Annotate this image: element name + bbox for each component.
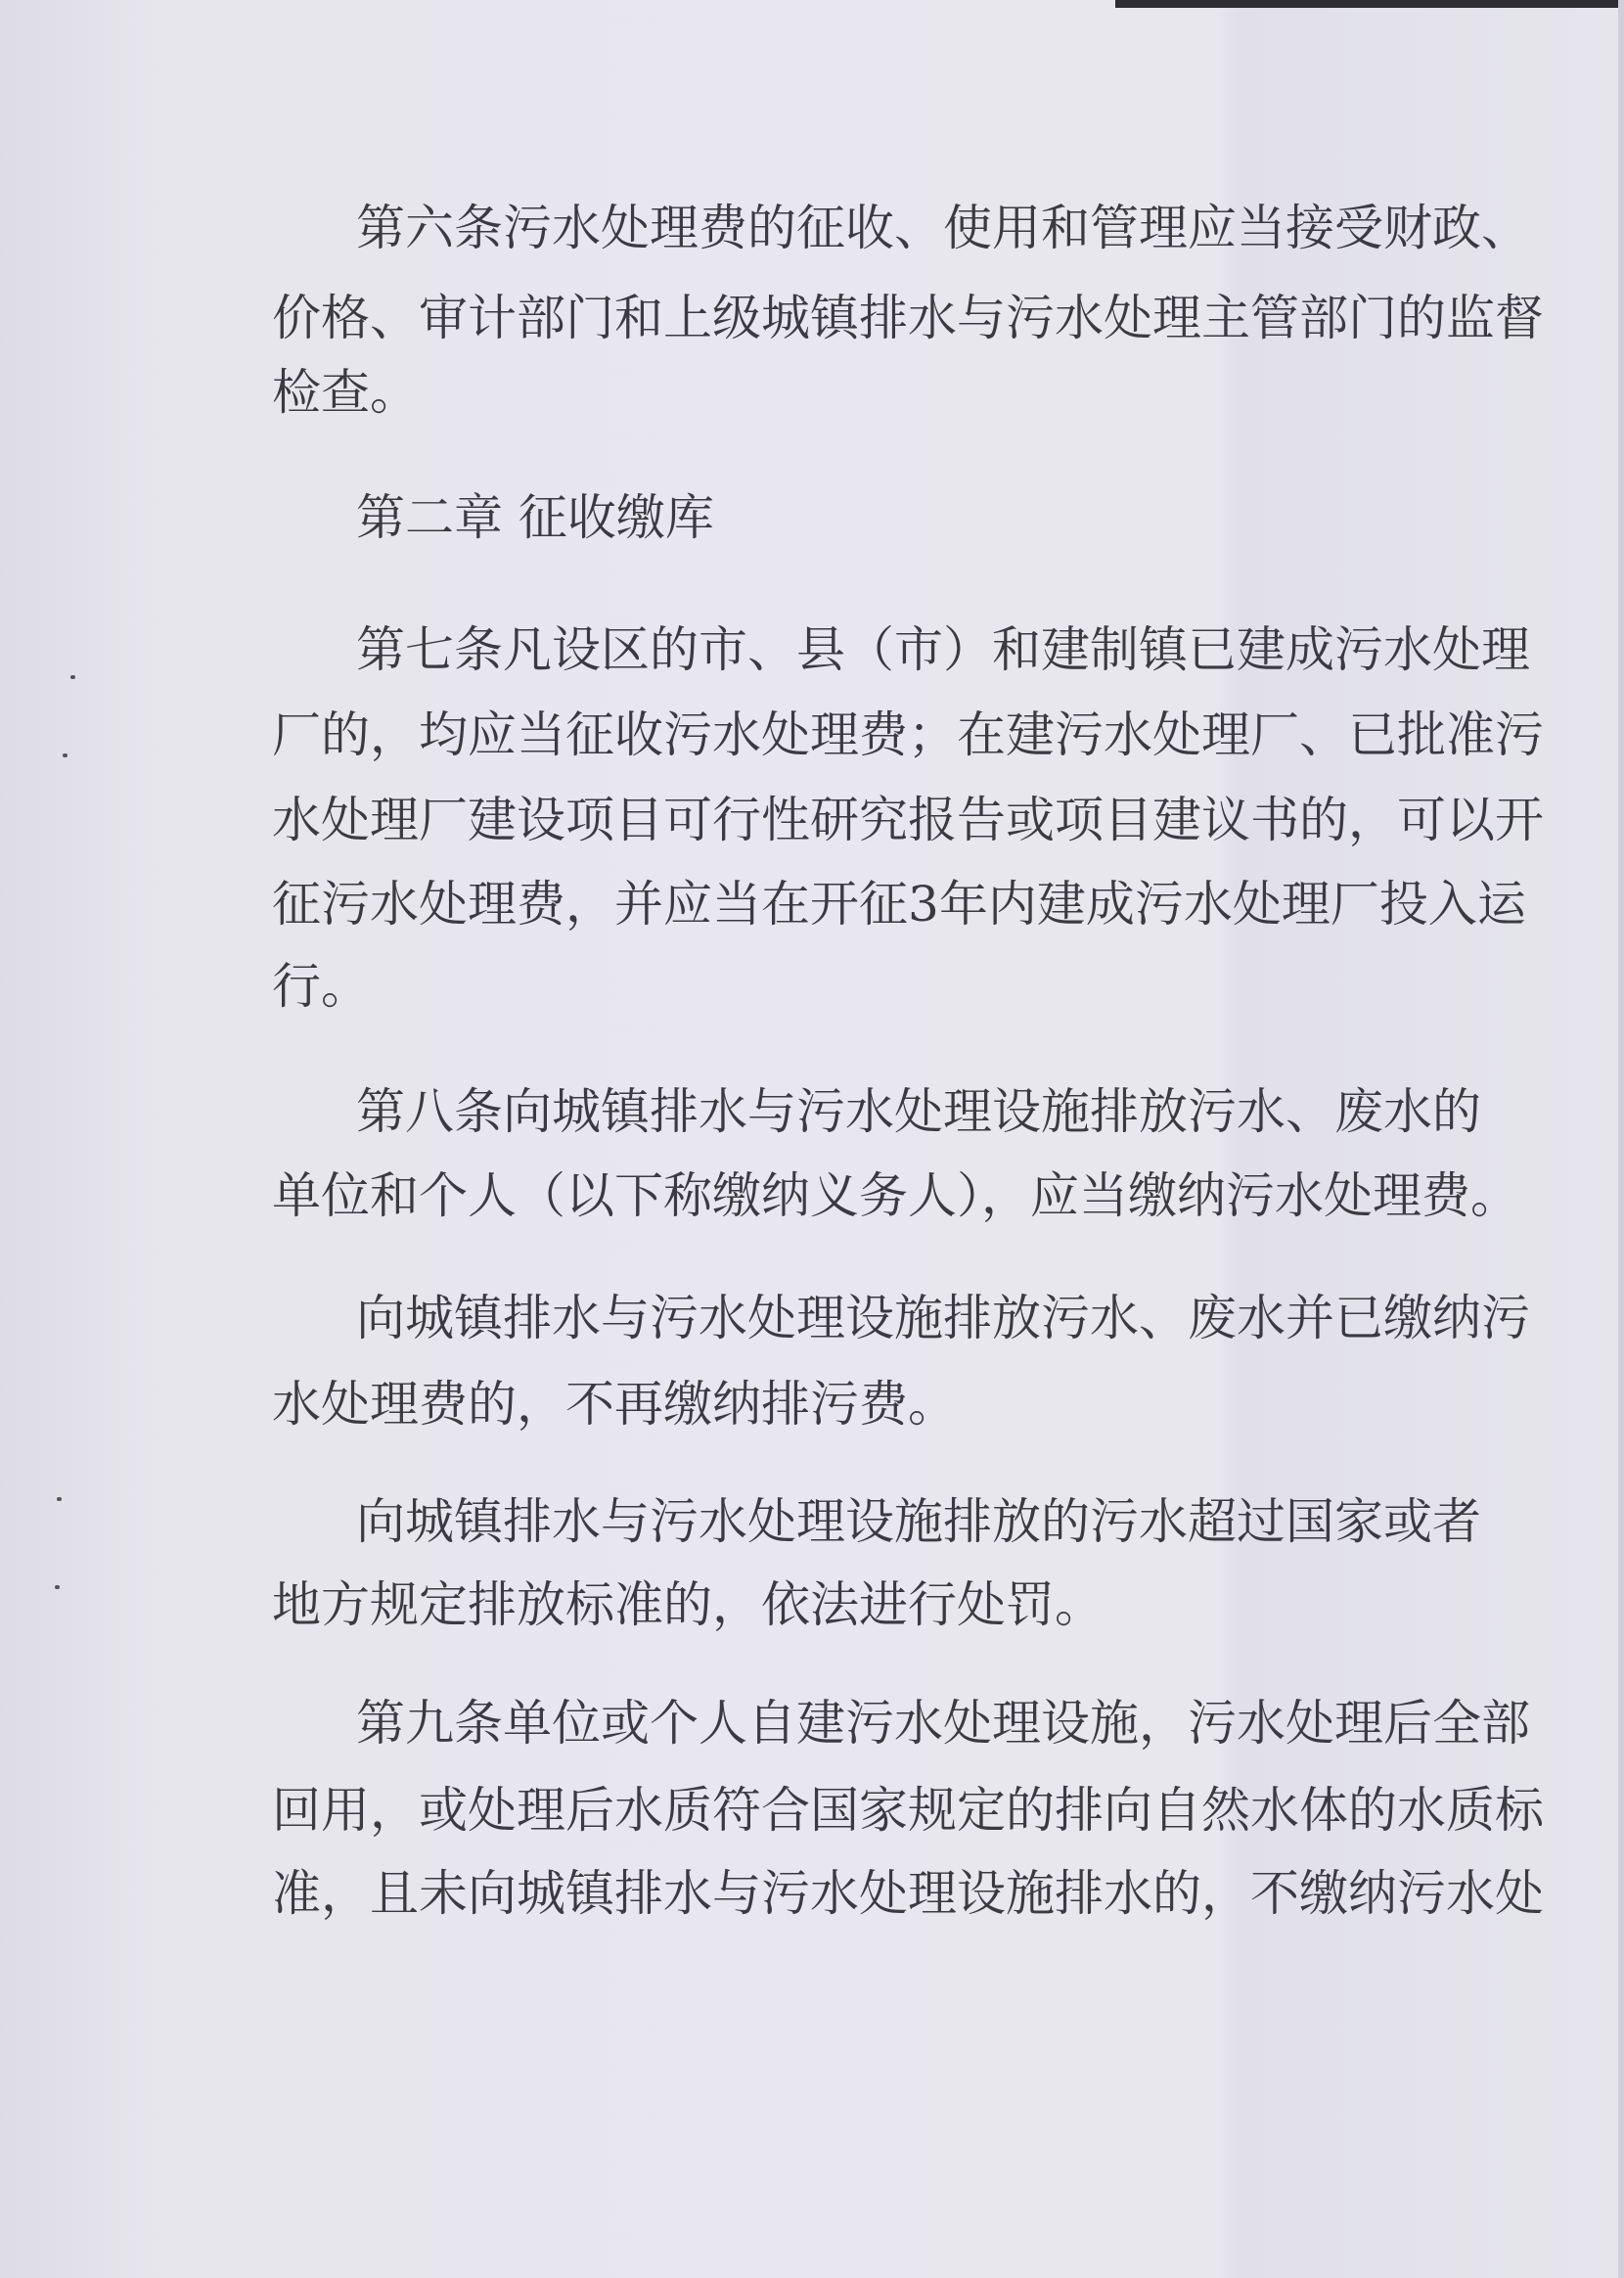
text-line: 行。 [272, 958, 370, 1015]
text-line: 价 格 、 审 计 部 门 和 上 级 城 镇 排 水 与 污 水 处 理 主 管 部 门 的 监 督 [272, 290, 1544, 346]
text-line: 第 六 条 污 水 处 理 费 的 征 收 、 使 用 和 管 理 应 当 接 受 财 政 、 [356, 200, 1530, 256]
text-line: 第二章 征收缴库 [356, 489, 714, 546]
text-line: 单位和个人（以下称缴纳义务人），应当缴纳污水处理费。 [272, 1167, 1519, 1224]
text-line: 向城镇排水与污水处理设施排放的污水超过国家或者 [356, 1493, 1481, 1550]
text-line: 水 处 理 厂 建 设 项 目 可 行 性 研 究 报 告 或 项 目 建 议 书 的 ， 可 以 开 [272, 792, 1544, 848]
scan-speck [57, 1497, 62, 1501]
text-line: 回 用 ， 或 处 理 后 水 质 符 合 国 家 规 定 的 排 向 自 然 水 体 的 水 质 标 [272, 1782, 1544, 1839]
text-line: 检查。 [272, 364, 419, 421]
text-line: 第 七 条 凡 设 区 的 市 、 县 （ 市 ） 和 建 制 镇 已 建 成 污 水 处 理 [356, 621, 1530, 678]
text-line: 厂 的 ， 均 应 当 征 收 污 水 处 理 费 ； 在 建 污 水 处 理 厂 、 已 批 准 污 [272, 706, 1544, 763]
scan-speck [63, 753, 68, 757]
text-line: 地方规定排放标准的，依法进行处罚。 [272, 1576, 1104, 1633]
scan-speck [70, 675, 75, 679]
text-line: 第 九 条 单 位 或 个 人 自 建 污 水 处 理 设 施 ， 污 水 处 理 后 全 部 [356, 1695, 1530, 1752]
text-line: 征 污 水 处 理 费 ， 并 应 当 在 开 征 3 年 内 建 成 污 水 处 理 厂 投 入 运 [272, 876, 1526, 933]
text-line: 向 城 镇 排 水 与 污 水 处 理 设 施 排 放 污 水 、 废 水 并 已 缴 纳 污 [356, 1290, 1530, 1346]
scan-edge-right [1618, 0, 1624, 2278]
text-line: 水处理费的，不再缴纳排污费。 [272, 1376, 957, 1433]
scan-speck [55, 1585, 60, 1589]
text-line: 准 ， 且 未 向 城 镇 排 水 与 污 水 处 理 设 施 排 水 的 ， 不 缴 纳 污 水 处 [272, 1865, 1544, 1922]
scan-edge-shadow [1115, 0, 1624, 8]
text-line: 第 八 条 向 城 镇 排 水 与 污 水 处 理 设 施 排 放 污 水 、 废 水 的 [356, 1083, 1481, 1140]
